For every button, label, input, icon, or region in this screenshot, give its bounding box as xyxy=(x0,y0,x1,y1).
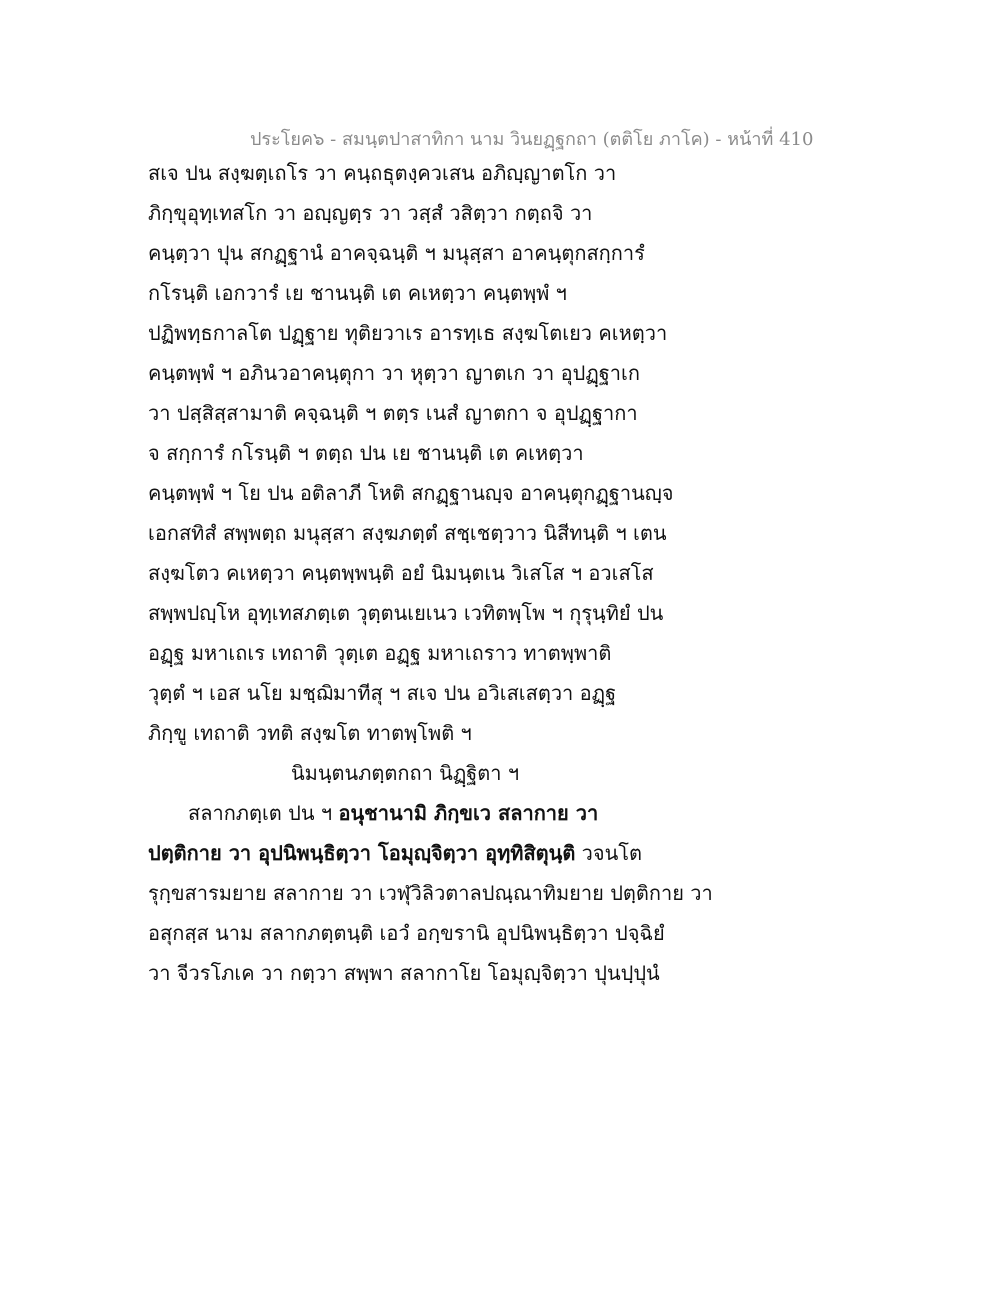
section-title: นิมนฺตนภตฺตกถา นิฏฺฐิตา ฯ xyxy=(291,761,520,785)
body-line: กโรนฺติ เอกวารํ เย ชานนฺติ เต คเหตฺวา คนฺตพฺพํ ฯ xyxy=(148,281,567,305)
body-line: จ สกฺการํ กโรนฺติ ฯ ตตฺถ ปน เย ชานนฺติ เต คเหตฺวา xyxy=(148,441,584,465)
body-line: วา จีวรโภเค วา กตฺวา สพฺพา สลากาโย โอมุญฺจิตฺวา ปุนปฺปุนํ xyxy=(148,961,660,985)
bold-quote: ปตฺติกาย วา อุปนิพนฺธิตฺวา โอมุญฺจิตฺวา อุทฺทิสิตุนฺติ xyxy=(148,841,576,865)
body-line: สงฺฆโตว คเหตฺวา คนฺตพฺพนฺติ อยํ นิมนฺตเน วิเสโส ฯ อวเสโส xyxy=(148,561,654,585)
body-line: สเจ ปน สงฺฆตฺเถโร วา คนฺถธุตงฺควเสน อภิญฺญาตโก วา xyxy=(148,161,617,185)
body-line: ภิกฺขู เทถาติ วทติ สงฺฆโต ทาตพฺโพติ ฯ xyxy=(148,721,472,745)
body-line: สพฺพปญฺโห อุทฺเทสภตฺเต วุตฺตนเยเนว เวทิตพฺโพ ฯ กุรุนฺทิยํ ปน xyxy=(148,601,664,625)
body-line xyxy=(188,800,598,826)
body-line: อฏฺฐ มหาเถเร เทถาติ วุตฺเต อฏฺฐ มหาเถราว ทาตพฺพาติ xyxy=(148,641,612,665)
plain-text: สลากภตฺเต ปน ฯ xyxy=(188,801,339,825)
body-line: รุกฺขสารมยาย สลากาย วา เวฬุวิลิวตาลปณฺณาทิมยาย ปตฺติกาย วา xyxy=(148,881,713,905)
body-line: คนฺตฺวา ปุน สกฏฺฐานํ อาคจฺฉนฺติ ฯ มนุสฺสา อาคนฺตุกสกฺการํ xyxy=(148,241,645,265)
body-line: วา ปสฺสิสฺสามาติ คจฺฉนฺติ ฯ ตตฺร เนสํ ญาตกา จ อุปฏฺฐากา xyxy=(148,401,638,425)
body-line: คนฺตพฺพํ ฯ อภินวอาคนฺตุกา วา หุตฺวา ญาตเก วา อุปฏฺฐาเก xyxy=(148,361,640,385)
plain-text: วจนโต xyxy=(575,841,643,865)
bold-quote: อนุชานามิ ภิกฺขเว สลากาย วา xyxy=(338,801,599,825)
running-head: ประโยค๖ - สมนฺตปาสาทิกา นาม วินยฏฺฐกถา (ตติโย ภาโค) - หน้าที่ 410 xyxy=(250,129,814,150)
body-line: ภิกฺขุอุทฺเทสโก วา อญฺญตฺร วา วสฺสํ วสิตฺวา กตฺถจิ วา xyxy=(148,201,593,225)
body-line: วุตฺตํ ฯ เอส นโย มชฺฌิมาทีสุ ฯ สเจ ปน อวิเสเสตฺวา อฏฺฐ xyxy=(148,681,617,705)
body-line: คนฺตพฺพํ ฯ โย ปน อติลาภี โหติ สกฏฺฐานญฺจ อาคนฺตุกฏฺฐานญฺจ xyxy=(148,481,674,505)
body-line: เอกสทิสํ สพฺพตฺถ มนุสฺสา สงฺฆภตฺตํ สชฺเชตฺวาว นิสีทนฺติ ฯ เตน xyxy=(148,521,667,545)
body-line: ปฏิพทฺธกาลโต ปฏฺฐาย ทุติยวาเร อารทฺเธ สงฺฆโตเยว คเหตฺวา xyxy=(148,321,668,345)
body-line: อสุกสฺส นาม สลากภตฺตนฺติ เอวํ อกฺขรานิ อุปนิพนฺธิตฺวา ปจฺฉิยํ xyxy=(148,921,665,945)
body-line xyxy=(148,840,642,866)
